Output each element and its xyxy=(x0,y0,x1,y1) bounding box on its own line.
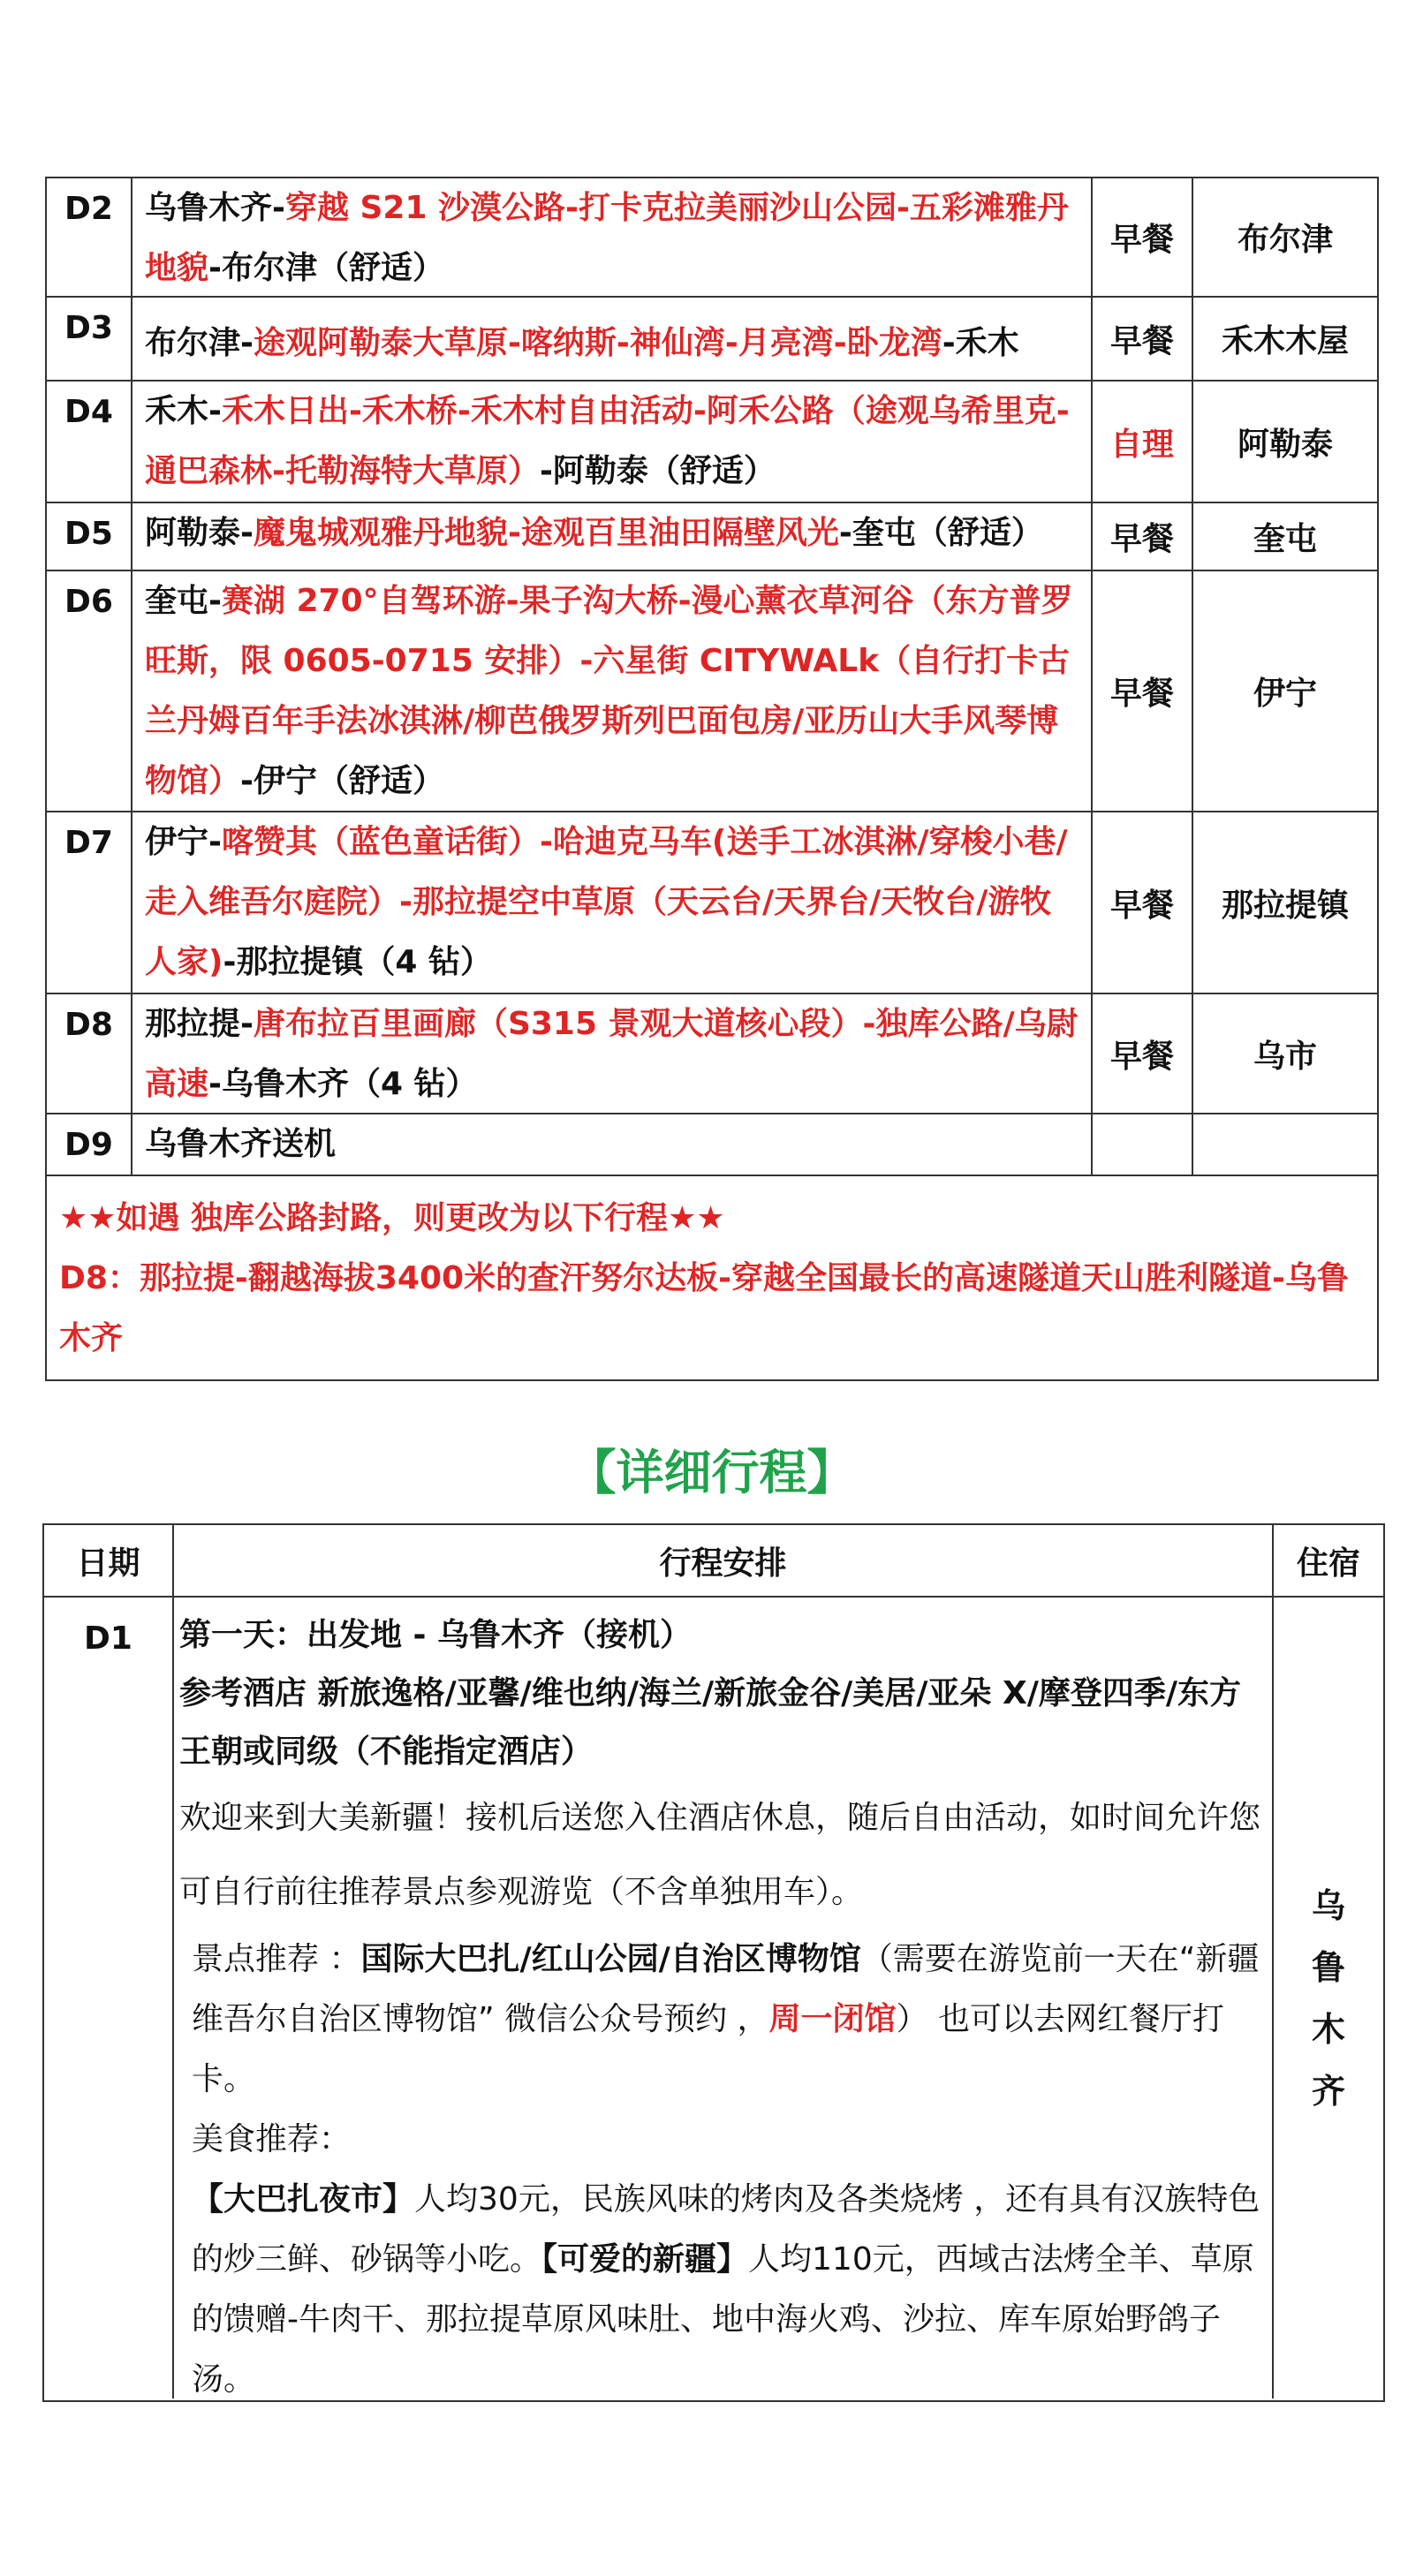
spot-recommendation: 景点推荐 ：国际大巴扎/红山公园/自治区博物馆（需要在游览前一天在“新疆维吾尔自治区博物馆” 微信公众号预约 ，周一闭馆） 也可以去网红餐厅打卡。 xyxy=(192,1941,1260,2097)
closure-note-headline: ★★如遇 独库公路封路，则更改为以下行程★★ xyxy=(59,1200,725,1236)
overview-row-d5 xyxy=(47,503,1377,571)
route-description: 伊宁-喀赞其（蓝色童话街）-哈迪克马车(送手工冰淇淋/穿梭小巷/走入维吾尔庭院）-那拉提空中草原（天云台/天界台/天牧台/游牧人家)-那拉提镇（4 钻） xyxy=(132,812,1093,993)
day-label: D3 xyxy=(47,298,132,380)
meal-cell: 早餐 xyxy=(1093,503,1193,570)
detailed-itinerary-table xyxy=(42,1523,1385,2402)
day-label: D1 xyxy=(44,1598,174,2398)
overview-row-d4 xyxy=(47,381,1377,503)
reference-hotels: 参考酒店 新旅逸格/亚馨/维也纳/海兰/新旅金谷/美居/亚朵 X/摩登四季/东方王朝或同级（不能指定酒店） xyxy=(179,1675,1242,1770)
overview-row-d9 xyxy=(47,1114,1377,1176)
meal-cell xyxy=(1093,1114,1193,1175)
welcome-text: 欢迎来到大美新疆！接机后送您入住酒店休息，随后自由活动，如时间允许您可自行前往推荐景点参观游览（不含单独用车）。 xyxy=(179,1800,1261,1910)
food-recommendation: 【大巴扎夜市】人均30元，民族风味的烤肉及各类烧烤 ，还有具有汉族特色的炒三鲜、砂锅等小吃。【可爱的新疆】人均110元，西域古法烤全羊、草原的馈赠-牛肉干、那拉提草原风味肚、地中海火鸡、沙拉、库车原始野鸽子汤。 xyxy=(192,2181,1260,2398)
overview-row-d6 xyxy=(47,571,1377,812)
day-label: D9 xyxy=(47,1114,132,1175)
route-description: 布尔津-途观阿勒泰大草原-喀纳斯-神仙湾-月亮湾-卧龙湾-禾木 xyxy=(132,298,1093,380)
table-header xyxy=(44,1525,1383,1598)
itinerary-overview-table xyxy=(45,177,1379,1381)
hotel-cell: 那拉提镇 xyxy=(1221,887,1349,924)
meal-cell: 早餐 xyxy=(1093,571,1193,811)
route-description: 奎屯-赛湖 270°自驾环游-果子沟大桥-漫心薰衣草河谷（东方普罗旺斯，限 0605-0715 安排）-六星街 CITYWALk（自行打卡古兰丹姆百年手法冰淇淋/柳芭俄罗斯列巴面包房/亚历山大手风琴博物馆）-伊宁（舒适） xyxy=(132,571,1093,811)
food-label: 美食推荐： xyxy=(192,2121,352,2157)
day-label: D2 xyxy=(47,178,132,296)
day-label: D6 xyxy=(47,571,132,811)
hotel-cell: 乌市 xyxy=(1253,1038,1317,1075)
header-plan: 行程安排 xyxy=(174,1525,1274,1596)
day-label: D5 xyxy=(47,503,132,570)
hotel-cell: 伊宁 xyxy=(1253,676,1317,712)
day-title: 第一天：出发地 - 乌鲁木齐（接机） xyxy=(179,1617,693,1653)
overview-row-d8 xyxy=(47,994,1377,1114)
stay-city: 乌 鲁 木 齐 xyxy=(1311,1885,1345,2111)
hotel-cell: 奎屯 xyxy=(1253,521,1317,557)
overview-row-d3 xyxy=(47,298,1377,381)
header-date: 日期 xyxy=(44,1525,174,1596)
day-label: D8 xyxy=(47,994,132,1113)
road-closure-note xyxy=(47,1176,1377,1379)
route-description: 乌鲁木齐送机 xyxy=(132,1114,1093,1175)
hotel-cell: 阿勒泰 xyxy=(1237,426,1333,463)
route-description: 阿勒泰-魔鬼城观雅丹地貌-途观百里油田隔壁风光-奎屯（舒适） xyxy=(132,503,1093,570)
meal-cell: 早餐 xyxy=(1093,812,1193,993)
hotel-cell xyxy=(1193,1114,1377,1175)
header-stay: 住宿 xyxy=(1296,1545,1360,1582)
day-label: D4 xyxy=(47,381,132,502)
overview-row-d7 xyxy=(47,812,1377,994)
hotel-cell: 禾木木屋 xyxy=(1221,323,1349,359)
route-description: 乌鲁木齐-穿越 S21 沙漠公路-打卡克拉美丽沙山公园-五彩滩雅丹地貌-布尔津（舒适） xyxy=(132,178,1093,296)
section-title: 【详细行程】 xyxy=(568,1445,855,1500)
route-description: 禾木-禾木日出-禾木桥-禾木村自由活动-阿禾公路（途观乌希里克-通巴森林-托勒海特大草原）-阿勒泰（舒适） xyxy=(132,381,1093,502)
day-plan xyxy=(174,1598,1274,2398)
meal-cell: 自理 xyxy=(1093,381,1193,502)
meal-cell: 早餐 xyxy=(1093,178,1193,296)
meal-cell: 早餐 xyxy=(1093,298,1193,380)
day-label: D7 xyxy=(47,812,132,993)
meal-cell: 早餐 xyxy=(1093,994,1193,1113)
overview-row-d2 xyxy=(47,178,1377,298)
hotel-cell: 布尔津 xyxy=(1237,222,1333,258)
table-row xyxy=(44,1598,1383,2398)
closure-note-alternative: D8：那拉提-翻越海拔3400米的查汗努尔达板-穿越全国最长的高速隧道天山胜利隧道-乌鲁木齐 xyxy=(59,1260,1349,1356)
route-description: 那拉提-唐布拉百里画廊（S315 景观大道核心段）-独库公路/乌尉高速-乌鲁木齐（4 钻） xyxy=(132,994,1093,1113)
